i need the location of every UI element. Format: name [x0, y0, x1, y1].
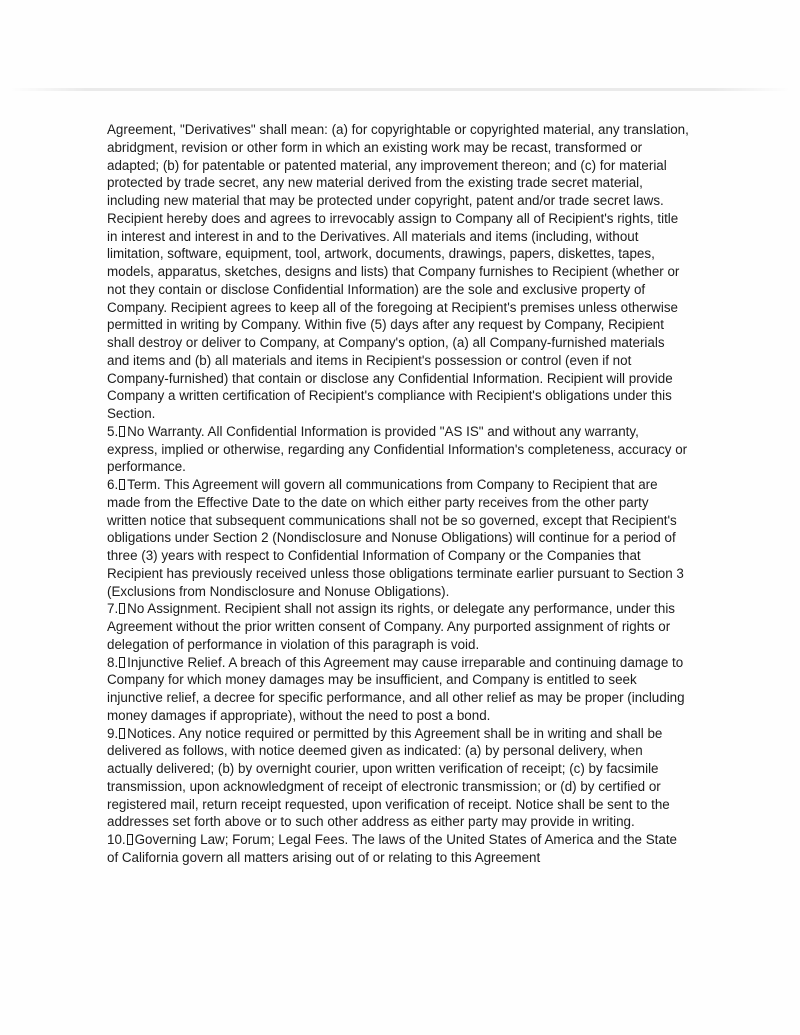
section-5-no-warranty	[107, 423, 690, 476]
section-7-no-assignment	[107, 600, 690, 653]
section-text: Injunctive Relief. A breach of this Agreement may cause irreparable and continuing damage to Company for which money damages may be insufficient, and Company is entitled to seek injunctive relief, a decree for specific performance, and all other relief as may be proper (including money damages if appropriate), without the need to post a bond.	[107, 654, 685, 723]
section-10-governing-law	[107, 831, 690, 867]
document-body	[107, 121, 690, 867]
section-number: 10.	[107, 832, 126, 847]
section-6-term	[107, 476, 690, 600]
missing-glyph-box	[119, 426, 125, 437]
missing-glyph-box	[119, 728, 125, 739]
section-number: 8.	[107, 654, 119, 670]
section-text: Notices. Any notice required or permitted by this Agreement shall be in writing and shall be delivered as follows, with notice deemed given as indicated: (a) by personal delivery, when actually delivered; (b) by overnight courier, upon written verification of receipt; (c) by facsimile transmission, upon acknowledgment of receipt of electronic transmission; or (d) by certified or registered mail, return receipt requested, upon verification of receipt. Notice shall be sent to the addresses set forth above or to such other address as either party may provide in writing.	[107, 725, 670, 830]
section-number: 5.	[107, 423, 119, 439]
section-text: Term. This Agreement will govern all communications from Company to Recipient that are made from the Effective Date to the date on which either party receives from the other party written notice that subsequent communications shall not be so governed, except that Recipient's obligations under Section 2 (Nondisclosure and Nonuse Obligations) will continue for a period of three (3) years with respect to Confidential Information of Company or the Companies that Recipient has previously received unless those obligations terminate earlier pursuant to Section 3 (Exclusions from Nondisclosure and Nonuse Obligations).	[107, 477, 684, 599]
scan-artifact-line	[10, 88, 790, 91]
section-number: 9.	[107, 725, 119, 741]
missing-glyph-box	[119, 603, 125, 614]
missing-glyph-box	[119, 479, 125, 490]
section-number: 7.	[107, 601, 119, 617]
section-text: No Warranty. All Confidential Information is provided "AS IS" and without any warranty, express, implied or otherwise, regarding any Confidential Information's completeness, accuracy or performance.	[107, 423, 688, 475]
section-text: Governing Law; Forum; Legal Fees. The laws of the United States of America and the State of California govern all matters arising out of or relating to this Agreement	[107, 832, 677, 865]
section-text: No Assignment. Recipient shall not assign its rights, or delegate any performance, under this Agreement without the prior written consent of Company. Any purported assignment of rights or delegation of performance in violation of this paragraph is void.	[107, 601, 675, 652]
missing-glyph-box	[119, 657, 125, 668]
paragraph-derivatives: Agreement, "Derivatives" shall mean: (a) for copyrightable or copyrighted material, any translation, abridgment, revision or other form in which an existing work may be recast, transformed or adapted; (b) for patentable or patented material, any improvement thereon; and (c) for material protected by trade secret, any new material derived from the existing trade secret material, including new material that may be protected under copyright, patent and/or trade secret laws. Recipient hereby does and agrees to irrevocably assign to Company all of Recipient's rights, title in interest and interest in and to the Derivatives. All materials and items (including, without limitation, software, equipment, tool, artwork, documents, drawings, papers, diskettes, tapes, models, apparatus, sketches, designs and lists) that Company furnishes to Recipient (whether or not they contain or disclose Confidential Information) are the sole and exclusive property of Company. Recipient agrees to keep all of the foregoing at Recipient's premises unless otherwise permitted in writing by Company. Within five (5) days after any request by Company, Recipient shall destroy or deliver to Company, at Company's option, (a) all Company-furnished materials and items and (b) all materials and items in Recipient's possession or control (even if not Company-furnished) that contain or disclose any Confidential Information. Recipient will provide Company a written certification of Recipient's compliance with Recipient's obligations under this Section.	[107, 122, 689, 421]
section-number: 6.	[107, 477, 119, 492]
missing-glyph-box	[127, 834, 133, 845]
section-9-notices	[107, 725, 690, 832]
section-8-injunctive-relief	[107, 654, 690, 725]
